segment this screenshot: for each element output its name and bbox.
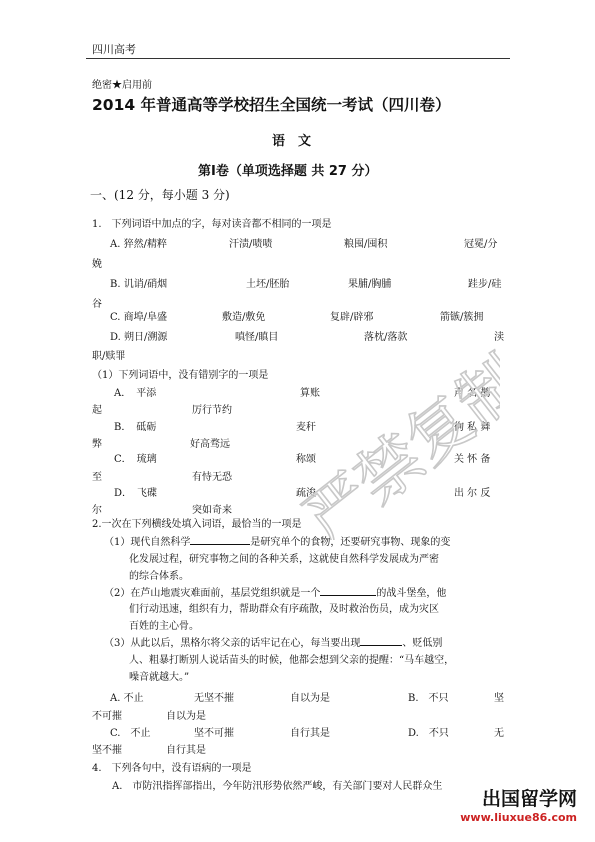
q2-option-b-wrap: 不可摧 <box>92 711 122 722</box>
q1-option-b-2: 土坯/胚胎 <box>246 279 290 290</box>
sub1-option-a-3: 声 名 鹊 <box>454 388 491 399</box>
sub1-option-a-4: 厉行节约 <box>192 405 232 416</box>
part-title: 第Ⅰ卷（单项选择题 共 27 分） <box>198 164 378 179</box>
q1-option-d-2: 嗔怪/瞋目 <box>235 332 279 343</box>
sub1-option-b-2: 麦秆 <box>296 422 316 433</box>
q2-p3-text-b: 、贬低别 <box>402 638 443 649</box>
q2-p2 <box>104 584 446 599</box>
fill-blank <box>360 635 402 646</box>
q2-option-a-2: 无坚不摧 <box>194 693 234 704</box>
footer-logo[interactable] <box>460 784 577 824</box>
q2-p3-line2: 人、粗暴打断别人说话苗头的时候，他都会想到父亲的提醒：“马车越空， <box>129 655 455 666</box>
q2-option-d-wrap: 坚不摧 <box>92 745 122 756</box>
q1-option-a: A. 猝然/精粹 <box>110 239 167 250</box>
logo-title: 出国留学网 <box>481 788 577 810</box>
q2-p1 <box>104 533 450 548</box>
q1-option-b-3: 果脯/胸脯 <box>348 279 392 290</box>
q1-option-d-wrap: 职/赎罪 <box>92 351 126 362</box>
q2-stem: 2.一次在下列横线处填入词语，最恰当的一项是 <box>92 519 302 530</box>
q2-p2-text-a: （2）在芦山地震灾难面前，基层党组织就是一个 <box>104 588 321 599</box>
q2-option-d-2: 无 <box>494 728 504 739</box>
q1-option-c-4: 箭镞/簇拥 <box>440 312 484 323</box>
q1-option-b-4: 跬步/硅 <box>468 279 502 290</box>
q2-option-b-2: 坚 <box>494 693 504 704</box>
exam-title: 2014 年普通高等学校招生全国统一考试（四川卷） <box>92 96 451 114</box>
q2-option-a: A. 不止 <box>110 693 144 704</box>
q2-p1-line3: 的综合体系。 <box>129 571 189 582</box>
sub1-stem: （1）下列词语中，没有错别字的一项是 <box>92 370 269 381</box>
q1-option-a-wrap: 娩 <box>92 259 102 270</box>
sub1-option-b-wrap: 弊 <box>92 439 102 450</box>
q2-option-a-3: 自以为是 <box>290 693 330 704</box>
q2-option-d-3: 自行其是 <box>166 745 206 756</box>
sub1-option-a: A． 平添 <box>114 388 157 399</box>
header-divider <box>86 58 510 59</box>
q2-p1-text-b: 是研究单个的食物，还要研究事物、现象的变 <box>250 537 451 548</box>
q2-p2-text-b: 的战斗堡垒，他 <box>376 588 447 599</box>
sub1-option-d-2: 疏浚 <box>296 488 316 499</box>
q2-p2-line3: 百姓的主心骨。 <box>129 621 199 632</box>
q1-option-a-2: 汗渍/啧啧 <box>229 239 273 250</box>
sub1-option-c-wrap: 至 <box>92 472 102 483</box>
sub1-option-b: B． 砥砺 <box>114 422 157 433</box>
fill-blank <box>190 534 250 545</box>
fill-blank <box>320 585 376 596</box>
sub1-option-b-3: 徇 私 舞 <box>454 422 491 433</box>
sub1-option-c-4: 有恃无恐 <box>192 472 232 483</box>
q2-option-b-3: 自以为是 <box>166 711 206 722</box>
q1-option-d-3: 落枕/落款 <box>364 332 408 343</box>
q1-option-b-wrap: 谷 <box>92 299 102 310</box>
q1-option-a-3: 粮囤/囤积 <box>344 239 388 250</box>
q4-option-a: A. 市防汛指挥部指出，今年防汛形势依然严峻，有关部门要对人民群众生 <box>112 781 443 792</box>
sub1-option-c-2: 称颂 <box>296 454 316 465</box>
q2-p3 <box>104 634 442 649</box>
q2-option-c-2: 坚不可摧 <box>194 728 234 739</box>
section-heading: 一、(12 分，每小题 3 分) <box>90 188 230 202</box>
q1-option-c: C. 商埠/阜盛 <box>110 312 168 323</box>
q2-p2-line2: 们行动迅速，组织有力，帮助群众有序疏散，及时救治伤员，成为灾区 <box>129 604 439 615</box>
q2-option-c: C. 不止 <box>110 728 151 739</box>
q1-option-a-4: 冠冕/分 <box>464 239 498 250</box>
q1-option-c-2: 敷造/敷免 <box>222 312 266 323</box>
q2-p1-text-a: （1）现代自然科学 <box>104 537 191 548</box>
sub1-option-c: C． 琉璃 <box>114 454 157 465</box>
confidential-mark: 绝密★启用前 <box>92 80 152 91</box>
q1-option-d: D. 朔日/溯源 <box>110 332 168 343</box>
q4-stem: 4. 下列各句中，没有语病的一项是 <box>92 763 252 774</box>
q2-option-d: D. 不只 <box>408 728 449 739</box>
q2-p3-line3: 噪音就越大。” <box>129 672 190 683</box>
sub1-option-d-wrap: 尔 <box>92 505 102 516</box>
sub1-option-a-wrap: 起 <box>92 405 102 416</box>
q1-option-c-3: 复辟/辟邪 <box>330 312 374 323</box>
sub1-option-d-3: 出 尔 反 <box>454 488 491 499</box>
q1-stem: 1. 下列词语中加点的字，每对读音都不相同的一项是 <box>92 219 332 230</box>
sub1-option-d: D． 飞碟 <box>114 488 158 499</box>
q1-option-b: B. 讥诮/硝烟 <box>110 279 168 290</box>
sub1-option-a-2: 算账 <box>300 388 320 399</box>
watermark-text: 严禁复制 <box>291 342 500 540</box>
q2-p1-line2: 化发展过程，研究事物之间的各种关系，这就使自然科学发展成为严密 <box>129 554 439 565</box>
sub1-option-c-3: 关 怀 备 <box>454 454 491 465</box>
logo-url[interactable]: www.liuxue86.com <box>460 811 577 824</box>
sub1-option-b-4: 好高骛远 <box>190 439 230 450</box>
q2-option-b: B. 不只 <box>408 693 449 704</box>
q2-p3-text-a: （3）从此以后，黑格尔将父亲的话牢记在心，每当要出现 <box>104 638 361 649</box>
q2-option-c-3: 自行其是 <box>290 728 330 739</box>
q1-option-d-4: 渎 <box>494 332 504 343</box>
page-header: 四川高考 <box>92 43 136 56</box>
subject-title: 语 文 <box>272 134 312 149</box>
sub1-option-d-4: 突如奇来 <box>192 505 232 516</box>
